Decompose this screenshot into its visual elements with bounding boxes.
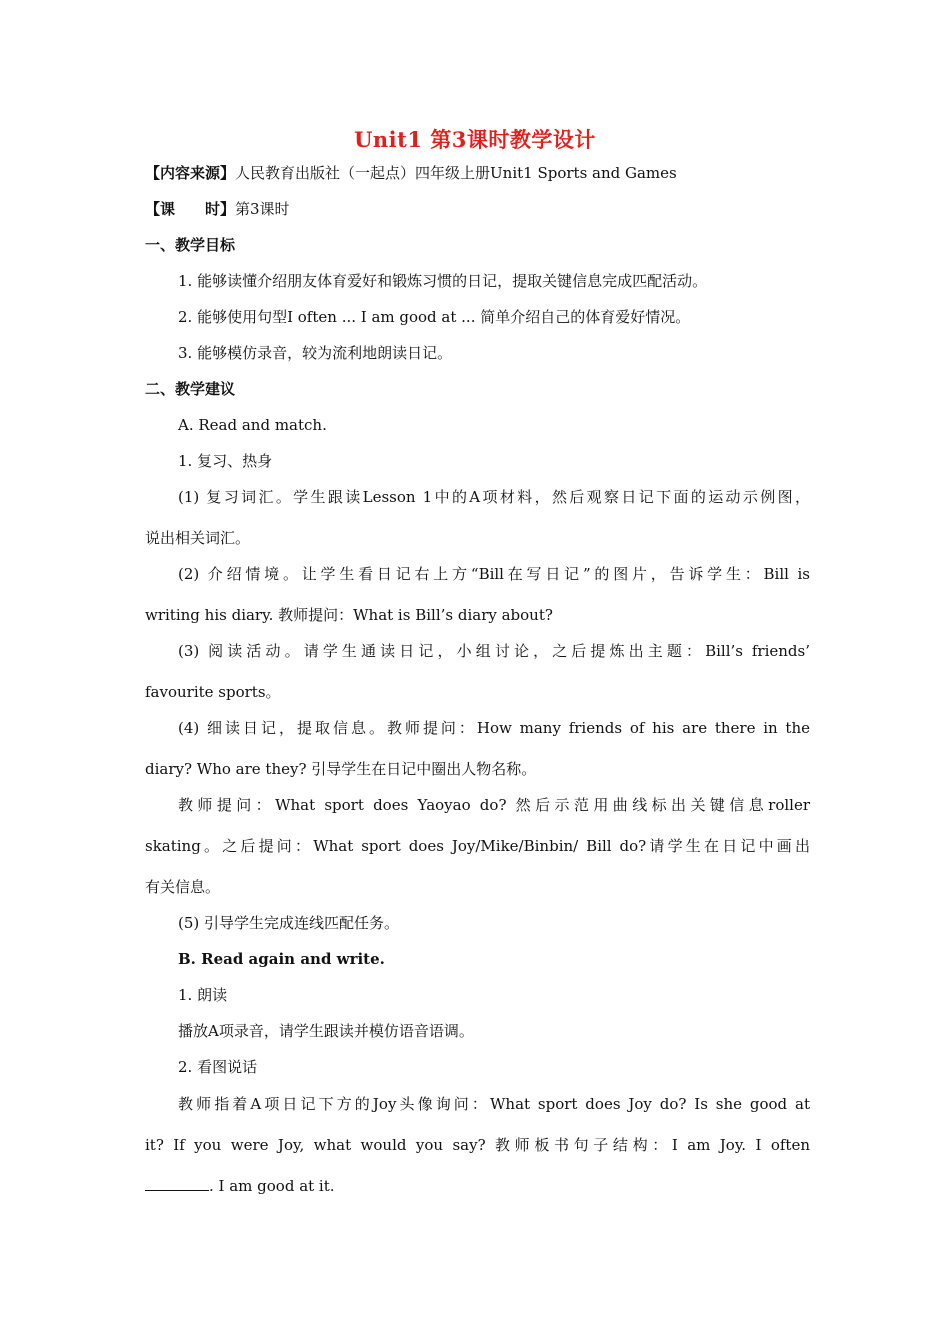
step-review: 1. 复习、热身 [178,452,273,470]
paragraph-line: diary? Who are they? 引导学生在日记中圈出人物名称。 [145,760,537,778]
paragraph-line-blank [145,1176,810,1196]
page-title: Unit1 第3课时教学设计 [354,127,596,152]
source-text: 人民教育出版社（一起点）四年级上册Unit1 Sports and Games [235,164,677,182]
paragraph-line: writing his diary. 教师提问：What is Bill’s diary about? [145,606,553,624]
goal-item-3: 3. 能够模仿录音，较为流利地朗读日记。 [178,344,453,362]
period-text: 第3课时 [235,200,290,218]
paragraph-line: 教师指着A项日记下方的Joy头像询问：What sport does Joy do? Is she good at [178,1095,810,1113]
paragraph-line: (4) 细读日记，提取信息。教师提问：How many friends of his are there in the [178,719,810,737]
part-a-heading: A. Read and match. [178,416,327,434]
paragraph-line: skating。之后提问：What sport does Joy/Mike/Binbin/ Bill do?请学生在日记中画出 [145,837,810,855]
section-heading-suggestions: 二、教学建议 [145,380,236,398]
goal-item-1: 1. 能够读懂介绍朋友体育爱好和锻炼习惯的日记，提取关键信息完成匹配活动。 [178,272,708,290]
paragraph-line: 播放A项录音，请学生跟读并模仿语音语调。 [178,1022,474,1040]
paragraph-line: 说出相关词汇。 [145,529,251,547]
period-label: 【课 时】 [145,200,236,218]
section-heading-goals: 一、教学目标 [145,236,236,254]
source-label: 【内容来源】 [145,164,236,182]
paragraph-line: 教师提问：What sport does Yaoyao do? 然后示范用曲线标出关键信息roller [178,796,810,814]
part-b-heading: B. Read again and write. [178,950,385,968]
paragraph-line: (1) 复习词汇。学生跟读Lesson 1中的A项材料，然后观察日记下面的运动示例图， [178,488,810,506]
paragraph-line: it? If you were Joy, what would you say? 教师板书句子结构：I am Joy. I often [145,1136,810,1154]
paragraph-line: (3) 阅读活动。请学生通读日记，小组讨论，之后提炼出主题：Bill’s friends’ [178,642,810,660]
paragraph-line: 有关信息。 [145,878,221,896]
paragraph-line: (2) 介绍情境。让学生看日记右上方“Bill在写日记”的图片，告诉学生：Bill is [178,565,810,583]
step-read-aloud: 1. 朗读 [178,986,228,1004]
period-line [145,199,810,219]
goal-item-2: 2. 能够使用句型I often ... I am good at ... 简单介绍自己的体育爱好情况。 [178,308,691,326]
step-picture-talk: 2. 看图说话 [178,1058,258,1076]
paragraph-line: favourite sports。 [145,683,281,701]
fill-blank [145,1176,209,1191]
blank-tail-text: . I am good at it. [209,1177,335,1195]
paragraph-line: (5) 引导学生完成连线匹配任务。 [178,914,400,932]
source-line [145,163,810,183]
